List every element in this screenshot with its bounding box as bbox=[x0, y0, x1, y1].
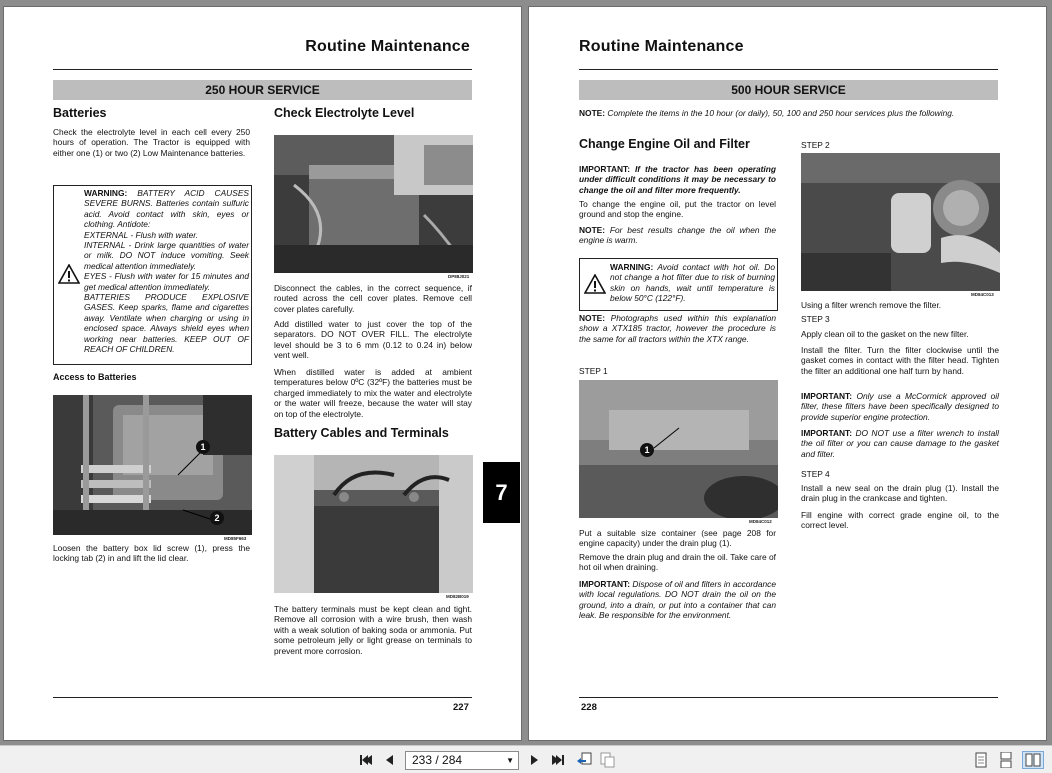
batteries-body: Check the electrolyte level in each cell every 250 hours of operation. The Tractor is equipped with either one (1) or two (2) Low Maintenance batteries. bbox=[53, 127, 250, 158]
footer-rule bbox=[53, 697, 472, 698]
access-heading: Access to Batteries bbox=[53, 372, 137, 382]
note-text: Photographs used within this explanation show a XTX185 tractor, however the procedure is the same for all tractors within the XTX range. bbox=[579, 313, 777, 344]
electrolyte-p2: Add distilled water to just cover the top of the separators. DO NOT OVER FILL. The electrolyte level should be 3 to 6 mm (0.12 to 0.24 in) below vent well. bbox=[274, 319, 472, 361]
warning-label: WARNING: bbox=[610, 262, 654, 272]
service-note bbox=[579, 108, 998, 118]
warning-line: BATTERY ACID CAUSES SEVERE BURNS. Batteries contain sulfuric acid. Avoid contact with skin, eyes or clothing. Antidote: bbox=[84, 188, 249, 230]
batteries-heading: Batteries bbox=[53, 106, 107, 120]
page-number-input[interactable] bbox=[405, 751, 519, 770]
page-title: Routine Maintenance bbox=[305, 38, 470, 55]
battery-warning-text bbox=[84, 188, 249, 355]
callout-1: 1 bbox=[196, 440, 210, 454]
title-rule bbox=[53, 69, 472, 70]
oil-warning-text bbox=[610, 262, 775, 304]
warning-line: EXTERNAL - Flush with water. bbox=[84, 229, 199, 240]
page-number: 228 bbox=[581, 702, 597, 713]
chevron-down-icon[interactable]: ▼ bbox=[506, 756, 514, 765]
step-3-label: STEP 3 bbox=[801, 314, 830, 324]
page-228 bbox=[528, 6, 1047, 741]
previous-page-icon[interactable] bbox=[381, 751, 399, 769]
step-4-label: STEP 4 bbox=[801, 469, 830, 479]
continuous-page-icon[interactable] bbox=[997, 751, 1015, 769]
warning-line: INTERNAL - Drink large quantities of water or milk. DO NOT induce vomiting. Seek medical attention immediately. bbox=[84, 240, 249, 271]
page-indicator: 233 / 284 bbox=[412, 753, 463, 767]
important-2 bbox=[579, 579, 776, 621]
oil-note2 bbox=[579, 313, 776, 344]
figure-code: MD82B019 bbox=[446, 594, 469, 599]
note-label: NOTE: bbox=[579, 313, 606, 323]
filter-photo bbox=[801, 153, 1000, 291]
drain-plug-photo bbox=[579, 380, 778, 518]
important-3 bbox=[801, 391, 999, 422]
next-page-icon[interactable] bbox=[525, 751, 543, 769]
page-number: 227 bbox=[453, 702, 469, 713]
section-band: 250 HOUR SERVICE bbox=[53, 80, 472, 100]
warning-label: WARNING: bbox=[84, 188, 128, 198]
step-4-text-a: Install a new seal on the drain plug (1). Install the drain plug in the crankcase and tighten. bbox=[801, 483, 999, 504]
oil-p3: Remove the drain plug and drain the oil. Take care of hot oil when draining. bbox=[579, 552, 776, 573]
figure-code: MD84C012 bbox=[749, 519, 772, 524]
important-1 bbox=[579, 164, 776, 195]
figure-code: DP88J021 bbox=[448, 274, 470, 279]
title-rule bbox=[579, 69, 998, 70]
important-text: If the tractor has been operating under difficult conditions it may be necessary to change the oil and filter more frequently. bbox=[579, 164, 776, 195]
cables-body: The battery terminals must be kept clean and tight. Remove all corrosion with a wire brush, then wash with a weak solution of baking soda or ammonia. Put some petroleum jelly or light grease on terminals to prevent more corrosion. bbox=[274, 604, 472, 656]
single-page-icon[interactable] bbox=[972, 751, 990, 769]
access-caption: Loosen the battery box lid screw (1), press the locking tab (2) in and lift the lid clear. bbox=[53, 543, 250, 564]
oil-heading: Change Engine Oil and Filter bbox=[579, 137, 750, 151]
last-page-icon[interactable] bbox=[549, 751, 567, 769]
warning-text: Avoid contact with hot oil. Do not change a hot filter due to risk of burning skin on hands, wait until temperature is below 50°C (122°F). bbox=[610, 262, 775, 304]
warning-line: EYES - Flush with water for 15 minutes and get medical attention immediately. bbox=[84, 271, 249, 292]
two-page-icon[interactable] bbox=[1022, 751, 1044, 769]
warning-triangle-icon bbox=[584, 274, 606, 294]
step-2-label: STEP 2 bbox=[801, 140, 830, 150]
warning-triangle-icon bbox=[58, 264, 80, 284]
note-text: Complete the items in the 10 hour (or daily), 50, 100 and 250 hour services plus the following. bbox=[607, 108, 955, 118]
figure-code: MD84C013 bbox=[971, 292, 994, 297]
figure-code: MD85F663 bbox=[224, 536, 247, 541]
electrolyte-p3: When distilled water is added at ambient temperatures below 0ºC (32ºF) the batteries must be charged immediately to mix the water and electrolyte or the water will freeze, because the water will stay on top of the electrolyte. bbox=[274, 367, 472, 419]
section-band: 500 HOUR SERVICE bbox=[579, 80, 998, 100]
important-label: IMPORTANT: bbox=[801, 391, 853, 401]
step-4-text-b: Fill engine with correct grade engine oil, to the correct level. bbox=[801, 510, 999, 531]
step-2-text: Using a filter wrench remove the filter. bbox=[801, 300, 942, 310]
page-227 bbox=[3, 6, 522, 741]
important-text: Only use a McCormick approved oil filter, these filters have been specifically designed to provide superior engine protection. bbox=[801, 391, 999, 422]
important-4 bbox=[801, 428, 999, 459]
important-text: DO NOT use a filter wrench to install the oil filter or you can cause damage to the gasket and filter. bbox=[801, 428, 1000, 459]
electrolyte-photo bbox=[274, 135, 473, 273]
forward-view-icon[interactable] bbox=[599, 751, 617, 769]
note-label: NOTE: bbox=[579, 108, 606, 118]
step-3-text-a: Apply clean oil to the gasket on the new filter. bbox=[801, 329, 969, 339]
important-label: IMPORTANT: bbox=[801, 428, 853, 438]
step-3-text-b: Install the filter. Turn the filter clockwise until the gasket comes in contact with the filter head. Tighten the filter an additional one half turn by hand. bbox=[801, 345, 999, 376]
oil-note bbox=[579, 225, 776, 246]
note-label: NOTE: bbox=[579, 225, 606, 235]
access-photo bbox=[53, 395, 252, 535]
first-page-icon[interactable] bbox=[357, 751, 375, 769]
warning-line: BATTERIES PRODUCE EXPLOSIVE GASES. Keep sparks, flame and cigarettes away. Ventilate when charging or using in enclosed space. Always shield eyes when working near batteries. KEEP OUT OF REACH OF CHILDREN. bbox=[84, 292, 249, 355]
important-label: IMPORTANT: bbox=[579, 579, 631, 589]
callout-1: 1 bbox=[640, 443, 654, 457]
oil-p1: To change the engine oil, put the tractor on level ground and stop the engine. bbox=[579, 199, 776, 220]
note-text: For best results change the oil when the engine is warm. bbox=[579, 225, 776, 246]
oil-p2: Put a suitable size container (see page 208 for engine capacity) under the drain plug (1). bbox=[579, 528, 776, 549]
electrolyte-p1: Disconnect the cables, in the correct sequence, if routed across the cell cover plates. Remove cell cover plates carefully. bbox=[274, 283, 472, 314]
cables-heading: Battery Cables and Terminals bbox=[274, 426, 449, 440]
battery-warning-box bbox=[53, 185, 252, 365]
important-label: IMPORTANT: bbox=[579, 164, 631, 174]
callout-2: 2 bbox=[210, 511, 224, 525]
section-tab: 7 bbox=[483, 462, 520, 523]
oil-warning-box bbox=[579, 258, 778, 311]
page-title: Routine Maintenance bbox=[579, 38, 744, 55]
footer-rule bbox=[579, 697, 998, 698]
step-1-label: STEP 1 bbox=[579, 366, 608, 376]
cables-photo bbox=[274, 455, 473, 593]
electrolyte-heading: Check Electrolyte Level bbox=[274, 106, 415, 120]
important-text: Dispose of oil and filters in accordance with local regulations. DO NOT drain the oil on the ground, into a drain, or put into a container that can leak. Be responsible for the environment. bbox=[579, 579, 777, 621]
navigation-toolbar bbox=[0, 745, 1052, 773]
back-view-icon[interactable] bbox=[575, 751, 593, 769]
